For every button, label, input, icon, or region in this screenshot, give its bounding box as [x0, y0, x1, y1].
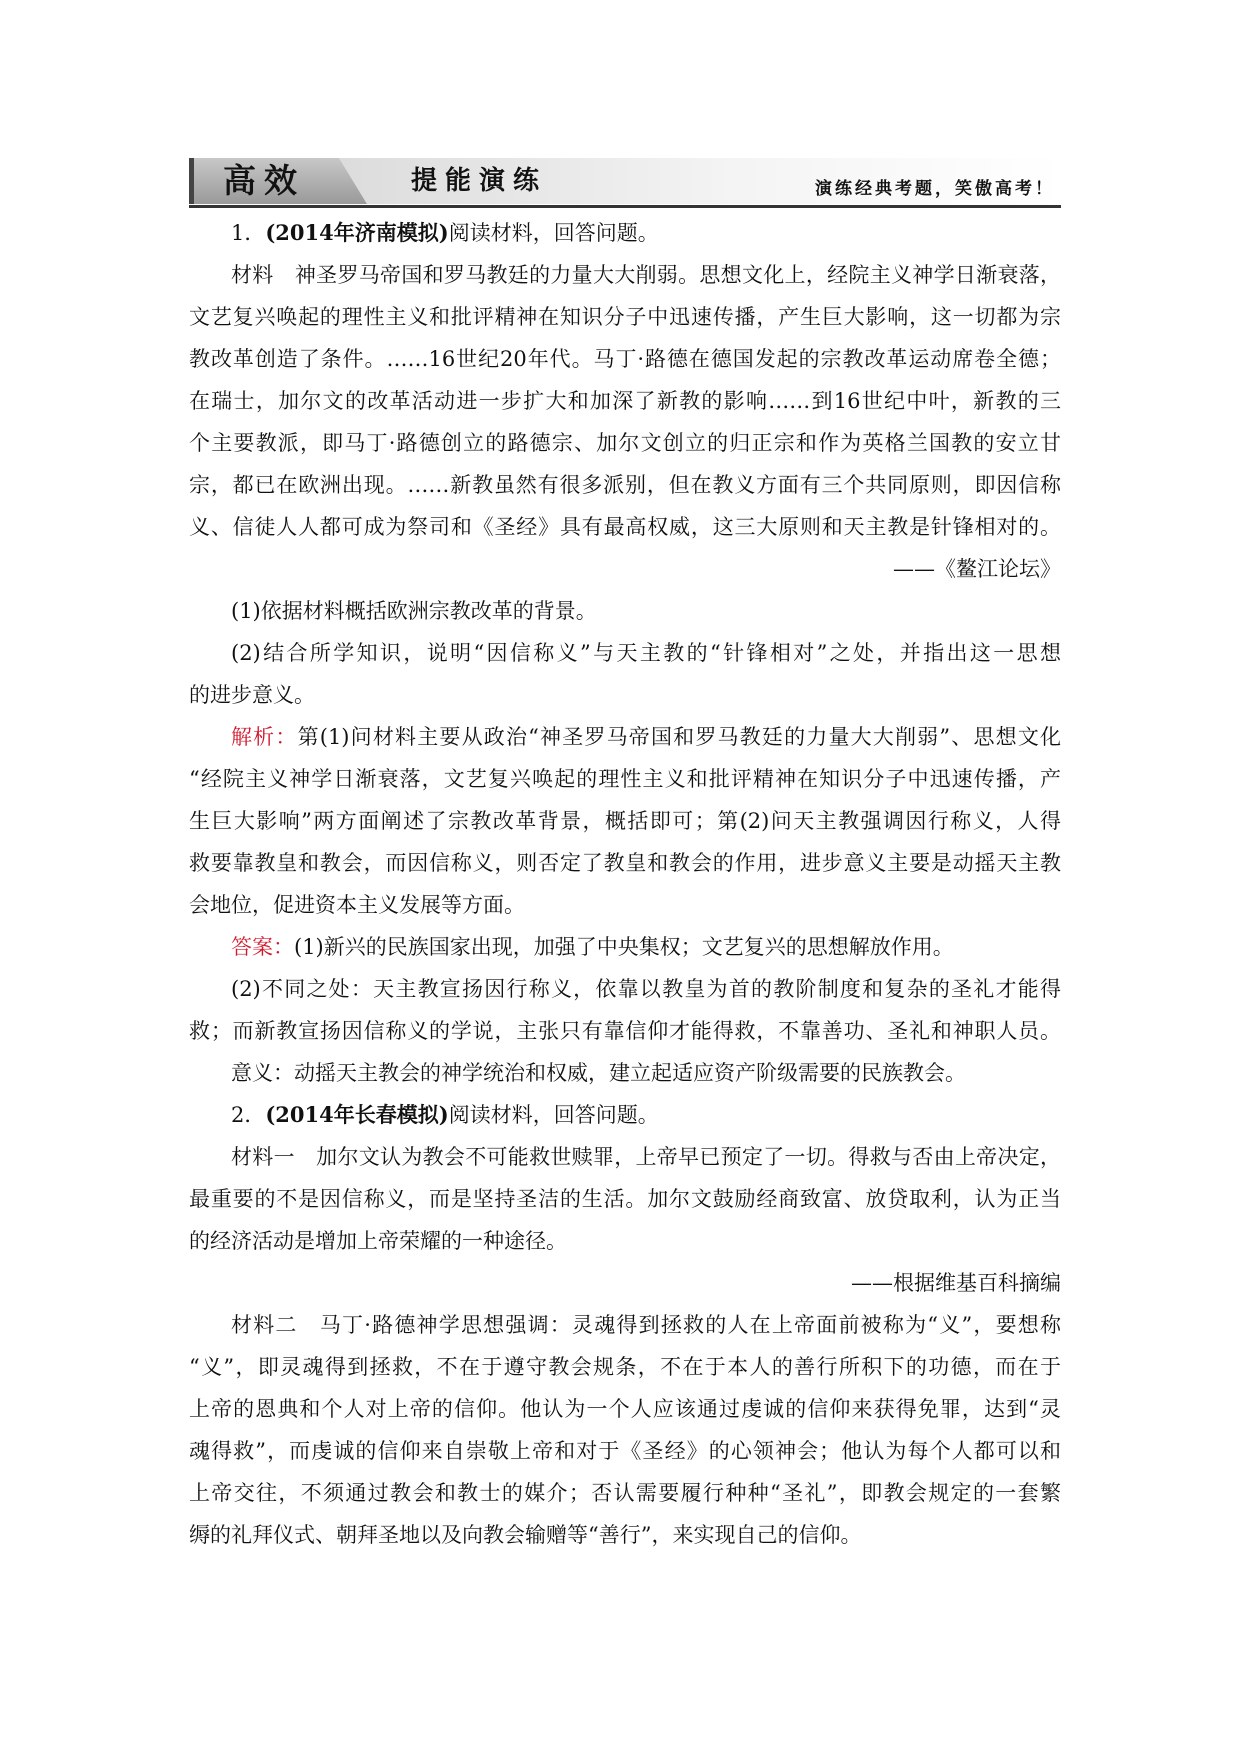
q1-material-line: 材料 神圣罗马帝国和罗马教廷的力量大大削弱。思想文化上，经院主义神学日渐衰落，: [231, 263, 1061, 287]
q2-material2-label: 材料二: [231, 1313, 298, 1337]
q2-number: 2．: [231, 1103, 266, 1127]
q1-material-line: 教改革创造了条件。……16世纪20年代。马丁·路德在德国发起的宗教改革运动席卷全德；: [189, 347, 1061, 371]
q1-subquestion-2: (2)结合所学知识，说明“因信称义”与天主教的“针锋相对”之处，并指出这一思想: [231, 641, 1061, 665]
q1-material-line: 宗，都已在欧洲出现。……新教虽然有很多派别，但在教义方面有三个共同原则，即因信称: [189, 473, 1061, 497]
banner-left-label: 高效: [223, 161, 305, 200]
analysis-label: 解析：: [231, 725, 298, 749]
q2-material1-line: 的经济活动是增加上帝荣耀的一种途径。: [189, 1229, 567, 1253]
q1-material-line: 个主要教派，即马丁·路德创立的路德宗、加尔文创立的归正宗和作为英格兰国教的安立甘: [189, 431, 1061, 455]
q2-material2-line: 魂得救”，而虔诚的信仰来自崇敬上帝和对于《圣经》的心领神会；他认为每个人都可以和: [189, 1439, 1061, 1463]
q2-prompt: 阅读材料，回答问题。: [448, 1103, 659, 1127]
q1-heading: [189, 212, 1061, 254]
q1-material-source: ——《鳌江论坛》: [893, 557, 1061, 581]
q1-subquestion-2-cont: 的进步意义。: [189, 683, 315, 707]
q1-number: 1．: [231, 221, 266, 245]
answer-label: 答案：: [231, 935, 294, 959]
q1-material-label: 材料: [231, 263, 274, 287]
q2-heading: [189, 1094, 1061, 1136]
section-banner: [189, 158, 1061, 208]
q1-answer-line: 意义：动摇天主教会的神学统治和权威，建立起适应资产阶级需要的民族教会。: [231, 1061, 966, 1085]
q2-material2-line: 上帝交往，不须通过教会和教士的媒介；否认需要履行种种“圣礼”，即教会规定的一套繁: [189, 1481, 1061, 1505]
banner-slogan: 演练经典考题，笑傲高考！: [815, 179, 1055, 199]
q2-material1-source: ——根据维基百科摘编: [851, 1271, 1061, 1295]
q2-material1-line: 最重要的不是因信称义，而是坚持圣洁的生活。加尔文鼓励经商致富、放贷取利，认为正当: [189, 1187, 1061, 1211]
q1-subquestion-1: (1)依据材料概括欧洲宗教改革的背景。: [231, 599, 597, 623]
banner-underline: [189, 205, 1061, 208]
q2-material2-line: 缛的礼拜仪式、朝拜圣地以及向教会输赠等“善行”，来实现自己的信仰。: [189, 1523, 862, 1547]
q2-source: (2014年长春模拟): [265, 1102, 449, 1127]
q2-material1-line: 材料一 加尔文认为教会不可能救世赎罪，上帝早已预定了一切。得救与否由上帝决定，: [231, 1145, 1061, 1169]
q1-analysis-line: 会地位，促进资本主义发展等方面。: [189, 893, 525, 917]
q2-material2-line: 材料二 马丁·路德神学思想强调：灵魂得到拯救的人在上帝面前被称为“义”，要想称: [231, 1313, 1061, 1337]
q1-material-line: 义、信徒人人都可成为祭司和《圣经》具有最高权威，这三大原则和天主教是针锋相对的。: [189, 515, 1061, 539]
q1-analysis-line: 生巨大影响”两方面阐述了宗教改革背景，概括即可；第(2)问天主教强调因行称义，人得: [189, 809, 1061, 833]
q1-analysis-line: 救要靠教皇和教会，而因信称义，则否定了教皇和教会的作用，进步意义主要是动摇天主教: [189, 851, 1061, 875]
q1-analysis-line: 解析：第(1)问材料主要从政治“神圣罗马帝国和罗马教廷的力量大大削弱”、思想文化: [231, 725, 1061, 749]
q2-material2-line: 上帝的恩典和个人对上帝的信仰。他认为一个人应该通过虔诚的信仰来获得免罪，达到“灵: [189, 1397, 1061, 1421]
q1-analysis-line: “经院主义神学日渐衰落，文艺复兴唤起的理性主义和批评精神在知识分子中迅速传播，产: [189, 767, 1061, 791]
q1-answer-line: (2)不同之处：天主教宣扬因行称义，依靠以教皇为首的教阶制度和复杂的圣礼才能得: [231, 977, 1061, 1001]
q1-answer-line: 答案：(1)新兴的民族国家出现，加强了中央集权；文艺复兴的思想解放作用。: [231, 935, 954, 959]
q1-source: (2014年济南模拟): [265, 220, 449, 245]
q1-answer-line: 救；而新教宣扬因信称义的学说，主张只有靠信仰才能得救，不靠善功、圣礼和神职人员。: [189, 1019, 1061, 1043]
q2-material1-label: 材料一: [231, 1145, 295, 1169]
document-body: [189, 212, 1061, 1556]
q2-material2-line: “义”，即灵魂得到拯救，不在于遵守教会规条，不在于本人的善行所积下的功德，而在于: [189, 1355, 1061, 1379]
q1-prompt: 阅读材料，回答问题。: [448, 221, 659, 245]
q1-material-line: 文艺复兴唤起的理性主义和批评精神在知识分子中迅速传播，产生巨大影响，这一切都为宗: [189, 305, 1061, 329]
banner-title: 提能演练: [411, 166, 548, 196]
q1-material-line: 在瑞士，加尔文的改革活动进一步扩大和加深了新教的影响……到16世纪中叶，新教的三: [189, 389, 1061, 413]
